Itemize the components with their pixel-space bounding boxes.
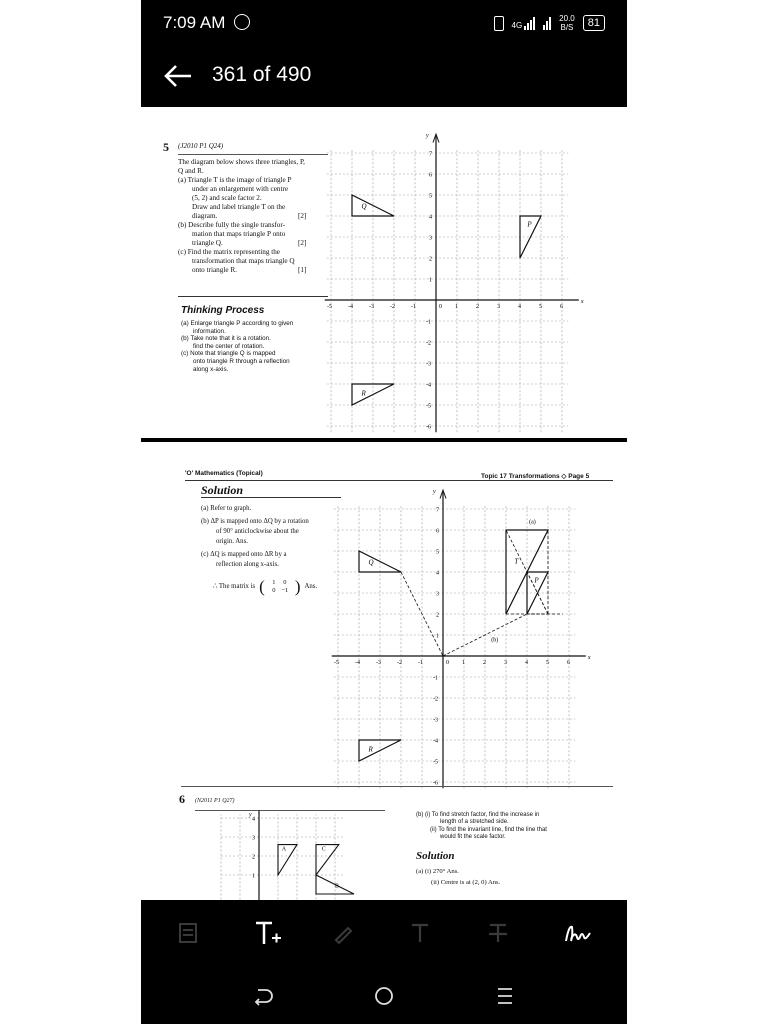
triangle-p-label: P [534, 576, 539, 585]
arrow-left-icon [161, 60, 195, 92]
y-tick-label: -5 [426, 403, 431, 410]
part-c-line: transformation that maps triangle Q [192, 257, 295, 265]
part-a-line: under an enlargement with centre [192, 185, 289, 193]
recents-icon [494, 985, 516, 1007]
q6-solution-text [416, 866, 500, 888]
matrix-cell: −1 [281, 586, 289, 594]
y-tick-label: 4 [436, 570, 439, 577]
annotation-b: (b) [491, 637, 499, 644]
strikethrough-icon [487, 922, 509, 944]
graph-1 [327, 132, 611, 432]
y-tick-label: 7 [436, 507, 439, 514]
triangle-q [352, 195, 394, 216]
part-a-line: Draw and label triangle T on the [192, 203, 286, 211]
x-tick-label: 2 [476, 304, 479, 310]
y-tick-label: 3 [429, 235, 432, 242]
nav-home-button[interactable] [364, 980, 404, 1012]
x-tick-label: 2 [483, 660, 486, 666]
triangle-q-label: Q [361, 202, 367, 211]
part-c-line: onto triangle R. [192, 266, 237, 274]
navigation-bar [141, 966, 627, 1024]
solution-b-line: of 90° anticlockwise about the [216, 528, 299, 535]
x-tick-label: 1 [462, 660, 465, 666]
y-tick-label: -2 [433, 696, 438, 703]
thinking-line: find the center of rotation. [193, 342, 265, 350]
q6-hint-line: (ii) To find the invariant line, find the line that [430, 826, 547, 833]
part-a-line: (a) Triangle T is the image of triangle P [178, 176, 292, 184]
y-tick-label: -3 [433, 717, 438, 724]
status-bar [141, 0, 627, 46]
y-tick-label: 5 [436, 549, 439, 556]
phone-screen [141, 0, 627, 1024]
part-b-line: mation that maps triangle P onto [192, 230, 286, 238]
signature-button[interactable] [561, 916, 595, 950]
triangle-b-label: B [335, 883, 340, 890]
thinking-line: (b) Take note that it is a rotation. [181, 335, 271, 343]
page-header-right: Topic 17 Transformations ◇ Page 5 [481, 473, 590, 480]
origin-label: 0 [439, 304, 442, 310]
y-tick-label: 1 [429, 277, 432, 284]
text-plus-icon [253, 919, 283, 947]
x-tick-label: 4 [525, 660, 528, 666]
solution-b-line: origin. Ans. [216, 538, 248, 545]
thinking-process-title: Thinking Process [181, 305, 265, 316]
solution-text: (a) Refer to graph. (b) ΔP is mapped onto ΔQ by a rotation of 90° anticlockwise about the origin. Ans. (c) ΔQ is mapped onto ΔR by a reflection along x-axis. ∴ The matrix is ( 1 0 0 −1 ) Ans. [201, 505, 318, 596]
question-ref: (J2010 P1 Q24) [178, 142, 224, 150]
y-tick-label: -3 [426, 361, 431, 368]
y-tick-label: 1 [252, 873, 255, 880]
x-tick-label: -3 [369, 304, 374, 310]
question6-ref: (N2011 P1 Q27) [195, 798, 235, 804]
document-page-1 [141, 107, 627, 438]
x-tick-label: 6 [560, 304, 563, 310]
matrix-cell: 1 [272, 578, 276, 586]
intro-line: Q and R. [178, 167, 204, 175]
q6-hint-line: (b) (i) To find stretch factor, find the increase in [416, 812, 540, 818]
nav-back-button[interactable] [243, 980, 283, 1012]
x-tick-label: 3 [504, 660, 507, 666]
y-tick-label: -1 [426, 319, 431, 326]
part-c-marks: [1] [298, 266, 307, 274]
thumbnail-tool-button[interactable] [171, 916, 205, 950]
y-tick-label: -5 [433, 759, 438, 766]
intro-line: The diagram below shows three triangles, P, [178, 158, 305, 166]
x-tick-label: 1 [455, 304, 458, 310]
solution-b-line: (b) ΔP is mapped onto ΔQ by a rotation [201, 518, 309, 525]
y-tick-label: 2 [429, 256, 432, 263]
part-a-line: diagram. [192, 212, 218, 220]
part-b-marks: [2] [298, 239, 307, 247]
x-axis-label: x [580, 299, 584, 305]
x-tick-label: -2 [390, 304, 395, 310]
y-tick-label: 2 [436, 612, 439, 619]
matrix-cell: 0 [283, 578, 287, 586]
signal-icon-2 [543, 17, 551, 30]
question6-number: 6 [179, 792, 185, 806]
y-tick-label: 4 [429, 214, 432, 221]
thinking-line: onto triangle R through a reflection [193, 357, 290, 365]
x-tick-label: 3 [497, 304, 500, 310]
vibrate-icon [494, 16, 504, 31]
matrix-suffix: Ans. [304, 582, 318, 590]
grid-icon [178, 922, 198, 944]
triangle-q-label: Q [368, 558, 374, 567]
part-b-line: (b) Describe fully the single transfor- [178, 221, 286, 229]
page-counter: 361 of 490 [212, 63, 312, 86]
y-tick-label: 1 [436, 633, 439, 640]
thinking-line: along x-axis. [193, 365, 229, 373]
y-tick-label: -6 [433, 780, 438, 787]
strikethrough-tool-button[interactable] [481, 916, 515, 950]
triangle-p-label: P [527, 220, 532, 229]
app-bar [141, 46, 627, 107]
data-speed-value: 20.0 [559, 14, 575, 23]
back-button[interactable] [161, 60, 195, 92]
thinking-process-text [181, 320, 293, 373]
y-tick-label: -1 [433, 675, 438, 682]
triangle-t-label: T [514, 557, 519, 566]
q6-hints [416, 812, 547, 842]
annotation-toolbar [141, 900, 627, 966]
document-page-2 [141, 442, 627, 900]
x-axis-label: x [587, 655, 591, 661]
x-tick-label: -2 [397, 660, 402, 666]
battery-indicator: 81 [583, 15, 605, 31]
transformation-matrix [269, 579, 291, 595]
data-speed [559, 14, 575, 32]
text-icon [409, 922, 431, 944]
origin-label: 0 [446, 660, 449, 666]
y-tick-label: 6 [429, 172, 432, 179]
thinking-line: information. [193, 327, 226, 335]
x-tick-label: 5 [546, 660, 549, 666]
nav-recents-button[interactable] [485, 980, 525, 1012]
x-tick-label: -5 [327, 304, 332, 310]
part-a-line: (5, 2) and scale factor 2. [192, 194, 262, 202]
x-tick-label: -1 [418, 660, 423, 666]
back-icon [252, 986, 274, 1006]
q6-hint-line: length of a stretched side. [440, 819, 509, 826]
triangle-r-label: R [361, 389, 366, 398]
thinking-line: (c) Note that triangle Q is mapped [181, 350, 276, 358]
y-axis-label: y [249, 812, 252, 819]
solution-c-line: (c) ΔQ is mapped onto ΔR by a [201, 551, 287, 558]
y-axis-label: y [433, 489, 436, 496]
solution-title: Solution [201, 483, 244, 497]
x-tick-label: -1 [411, 304, 416, 310]
matrix-prefix: ∴ The matrix is [213, 582, 256, 590]
x-tick-label: 5 [539, 304, 542, 310]
x-tick-label: -4 [348, 304, 353, 310]
signal-icon [512, 17, 536, 30]
home-icon [373, 985, 395, 1007]
solution-c-line: reflection along x-axis. [216, 561, 279, 568]
solution-a: (a) Refer to graph. [201, 505, 252, 512]
pen-icon [332, 922, 354, 944]
q6-hint-line: would fit the scale factor. [440, 834, 506, 841]
text-format-button[interactable] [403, 916, 437, 950]
question-number: 5 [163, 140, 169, 154]
y-tick-label: 4 [252, 816, 255, 823]
graph-q6 [221, 812, 351, 902]
y-tick-label: -4 [426, 382, 431, 389]
y-tick-label: 6 [436, 528, 439, 535]
whatsapp-notification-icon [234, 14, 250, 30]
q6-solution-title: Solution [416, 850, 455, 862]
add-text-button[interactable] [251, 916, 285, 950]
network-type: 4G [511, 20, 523, 30]
matrix-cell: 0 [272, 586, 276, 594]
y-tick-label: -4 [433, 738, 438, 745]
thinking-line: (a) Enlarge triangle P according to given [181, 320, 294, 327]
triangle-c [316, 845, 339, 875]
part-c-line: (c) Find the matrix representing the [178, 248, 280, 256]
data-speed-unit: B/S [560, 23, 574, 32]
y-tick-label: 3 [436, 591, 439, 598]
y-tick-label: 3 [252, 835, 255, 842]
status-time: 7:09 AM [163, 13, 226, 32]
triangle-a-label: A [281, 846, 287, 853]
graph-2 [334, 482, 627, 802]
x-tick-label: -3 [376, 660, 381, 666]
signature-icon [563, 921, 593, 945]
triangle-c-label: C [321, 846, 326, 853]
q6-solution-line: (ii) Centre is at (2, 0) Ans. [431, 879, 501, 886]
q6-solution-line: (a) (i) 270° Ans. [416, 868, 459, 875]
x-tick-label: 6 [567, 660, 570, 666]
x-tick-label: -5 [334, 660, 339, 666]
y-tick-label: 2 [252, 854, 255, 861]
status-indicators [494, 12, 606, 34]
y-axis-label: y [426, 133, 429, 140]
y-tick-label: 7 [429, 151, 432, 158]
triangle-r-label: R [368, 745, 373, 754]
part-a-marks: [2] [298, 212, 307, 220]
part-b-line: triangle Q. [192, 239, 223, 247]
highlight-tool-button[interactable] [326, 916, 360, 950]
x-tick-label: 4 [518, 304, 521, 310]
x-tick-label: -4 [355, 660, 360, 666]
annotation-a: (a) [529, 519, 536, 526]
question-text [178, 158, 305, 275]
y-tick-label: -2 [426, 340, 431, 347]
y-tick-label: -6 [426, 424, 431, 431]
page-header-left: 'O' Mathematics (Topical) [185, 470, 263, 477]
triangle-q [359, 551, 401, 572]
y-tick-label: 5 [429, 193, 432, 200]
